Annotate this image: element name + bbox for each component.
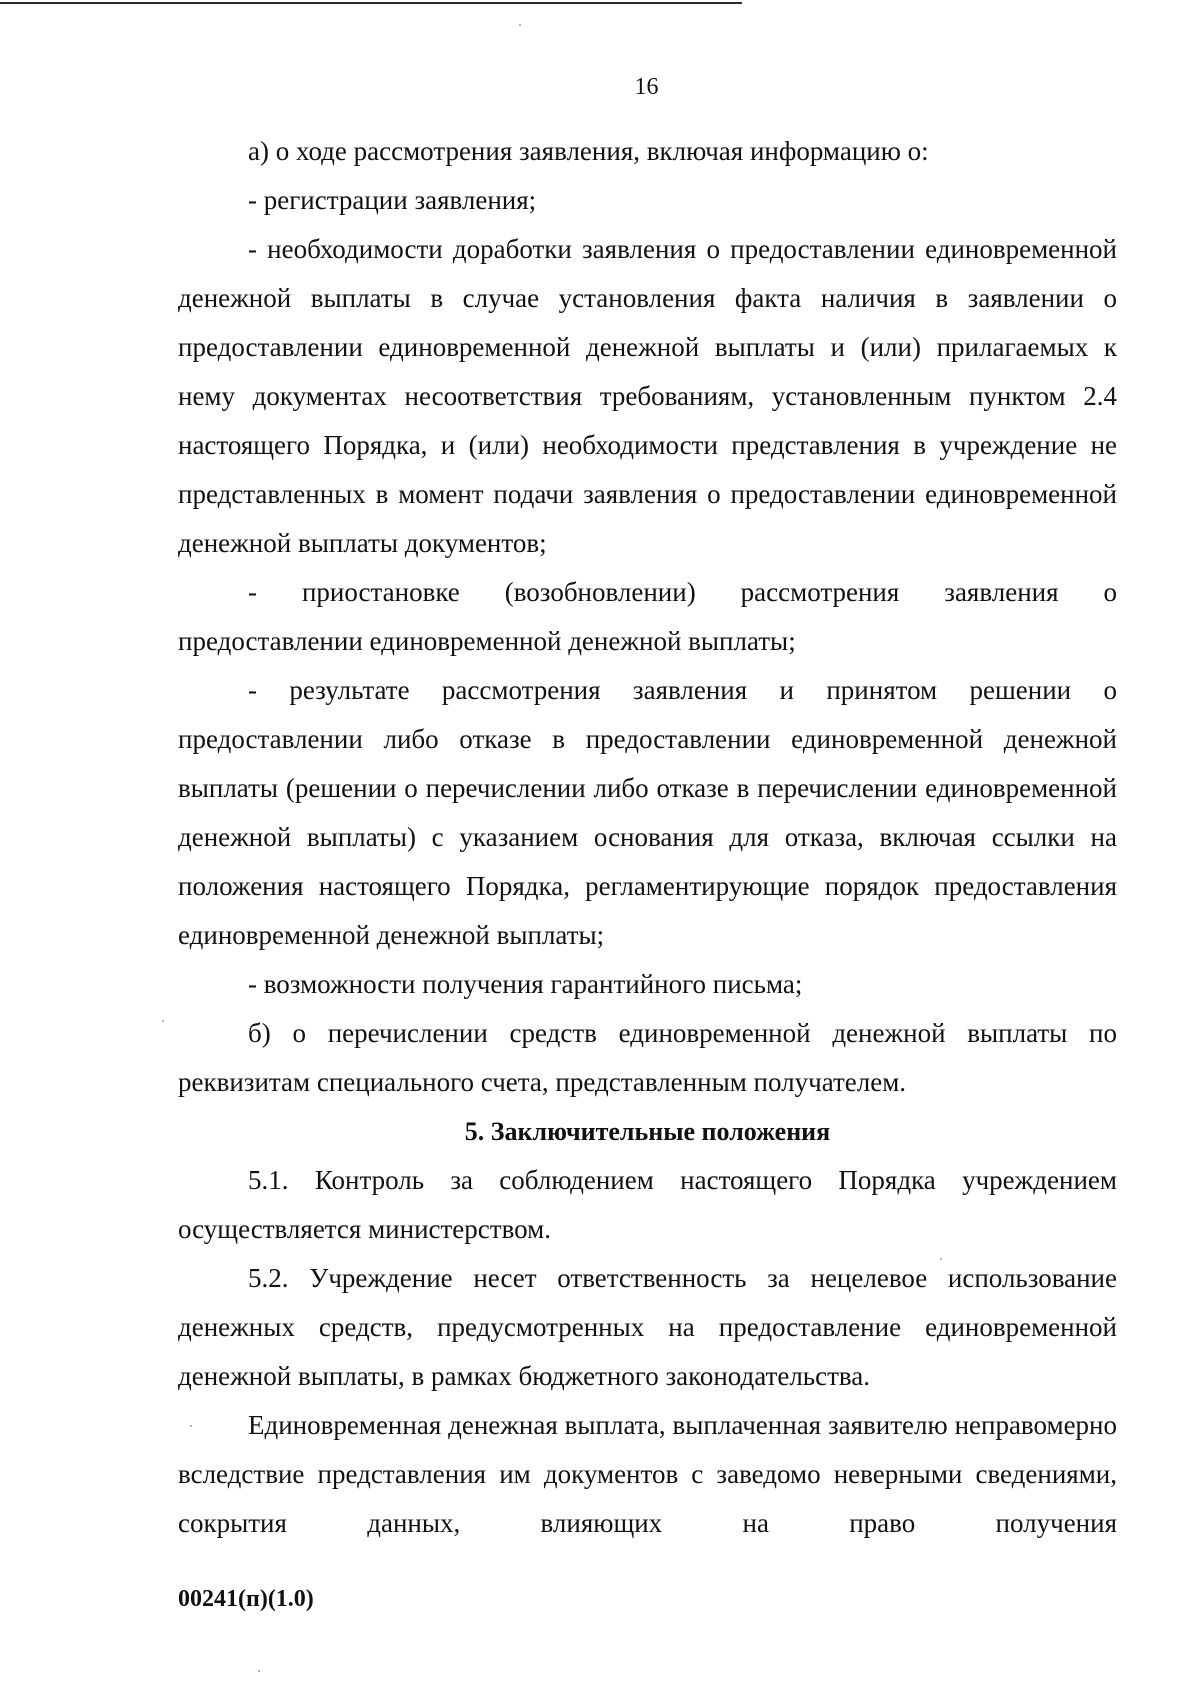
- list-item-guarantee-letter: - возможности получения гарантийного письма;: [248, 969, 803, 999]
- clause-5-2: 5.2. Учреждение несет ответственность за нецелевое использование денежных средств, предусмотренных на предоставление единовременной денежной выплаты, в рамках бюджетного законодательства.: [178, 1263, 1117, 1391]
- page-number: 16: [634, 74, 659, 100]
- paragraph-b: б) о перечислении средств единовременной денежной выплаты по реквизитам специального счета, представленным получателем.: [178, 1018, 1117, 1097]
- scan-speck: [940, 1258, 942, 1260]
- clause-5-1: 5.1. Контроль за соблюдением настоящего Порядка учреждением осуществляется министерством.: [178, 1165, 1117, 1244]
- document-body: [178, 127, 1117, 1548]
- list-item-revision: - необходимости доработки заявления о предоставлении единовременной денежной выплаты в случае установления факта наличия в заявлении о предоставлении единовременной денежной выплаты и (или) прилагаемых к нему документах несоответствия требованиям, установленным пунктом 2.4 настоящего Порядка, и (или) необходимости представления в учреждение не представленных в момент подачи заявления о предоставлении единовременной денежной выплаты документов;: [178, 234, 1117, 558]
- list-item-suspension: - приостановке (возобновлении) рассмотрения заявления о предоставлении единовременной денежной выплаты;: [178, 577, 1117, 656]
- document-code: 00241(п)(1.0): [178, 1586, 314, 1612]
- scan-speck: [162, 1020, 164, 1022]
- scan-top-edge-line: [0, 2, 742, 4]
- scan-speck: [519, 24, 521, 26]
- scan-speck: [258, 1670, 260, 1672]
- paragraph-a: а) о ходе рассмотрения заявления, включая информацию о:: [248, 136, 929, 166]
- section-heading: 5. Заключительные положения: [464, 1117, 831, 1146]
- list-item-result: - результате рассмотрения заявления и принятом решении о предоставлении либо отказе в предоставлении единовременной денежной выплаты (решении о перечислении либо отказе в перечислении единовременной денежной выплаты) с указанием основания для отказа, включая ссылки на положения настоящего Порядка, регламентирующие порядок предоставления единовременной денежной выплаты;: [178, 675, 1117, 950]
- list-item-registration: - регистрации заявления;: [248, 185, 537, 215]
- scan-speck: [190, 1425, 192, 1427]
- clause-refund: Единовременная денежная выплата, выплаченная заявителю неправомерно вследствие представления им документов с заведомо неверными сведениями, сокрытия данных, влияющих на право получения: [178, 1410, 1117, 1538]
